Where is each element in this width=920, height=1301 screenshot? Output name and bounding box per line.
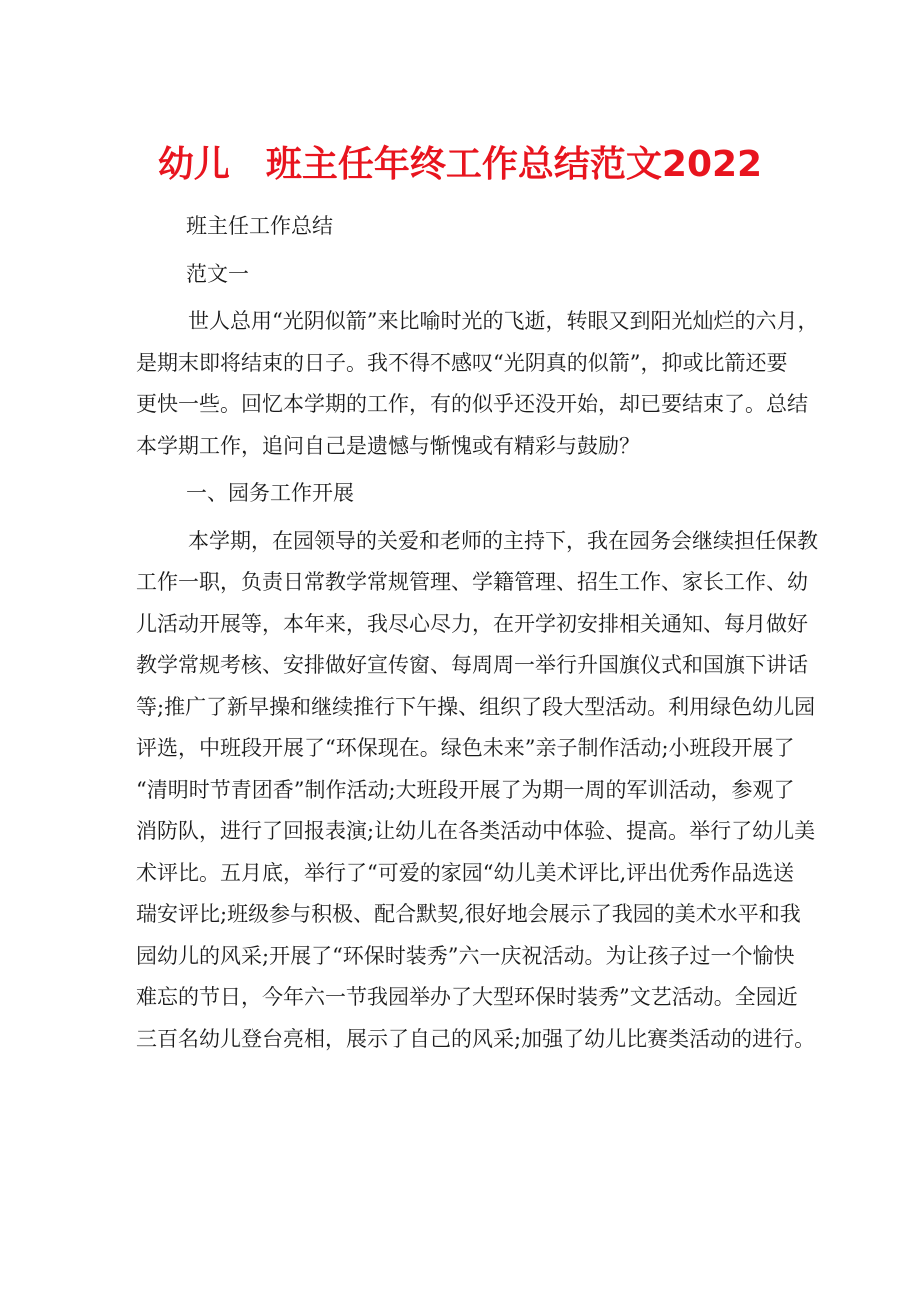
document-title (0, 140, 920, 190)
body-line: 园幼儿的风采;开展了“环保时装秀”六一庆祝活动。为让孩子过一个愉快 (136, 943, 795, 968)
body-line: 术评比。五月底，举行了“可爱的家园“幼儿美术评比,评出优秀作品选送 (136, 860, 795, 885)
intro-line: 本学期工作，追问自己是遗憾与惭愧或有精彩与鼓励？ (136, 433, 640, 458)
document-body (136, 206, 819, 1060)
body-line: 难忘的节日，今年六一节我园举办了大型环保时装秀”文艺活动。全园近 (136, 985, 798, 1009)
intro-paragraph (136, 301, 819, 467)
body-line: 瑞安评比;班级参与积极、配合默契,很好地会展示了我园的美术水平和我 (136, 902, 801, 926)
body-line: 消防队，进行了回报表演;让幼儿在各类活动中体验、提高。举行了幼儿美 (136, 819, 816, 843)
subtitle: 班主任工作总结 (186, 214, 333, 238)
title-part-2: 班主任年终工作总结范文2022 (265, 144, 763, 185)
intro-line: 是期末即将结束的日子。我不得不感叹“光阴真的似箭”，抑或比箭还要 (136, 350, 788, 375)
body-line: 等;推广了新早操和继续推行下午操、组织了段大型活动。利用绿色幼儿园 (136, 694, 816, 719)
title-part-1: 幼儿 (157, 144, 230, 185)
intro-line: 更快一些。回忆本学期的工作，有的似乎还没开始，却已要结束了。总结 (136, 392, 808, 416)
body-line: 本学期，在园领导的关爱和老师的主持下，我在园务会继续担任保教 (188, 528, 818, 553)
body-line: 工作一职，负责日常教学常规管理、学籍管理、招生工作、家长工作、幼 (136, 570, 808, 594)
body-line: 儿活动开展等，本年来，我尽心尽力，在开学初安排相关通知、每月做好 (136, 611, 808, 636)
section-heading-1: 一、园务工作开展 (186, 481, 354, 505)
body-line: 评选，中班段开展了“环保现在。绿色未来”亲子制作活动;小班段开展了 (136, 736, 795, 760)
body-line: 教学常规考核、安排做好宣传窗、每周周一举行升国旗仪式和国旗下讲话 (136, 653, 808, 677)
section-label: 范文一 (186, 261, 249, 286)
body-line: 三百名幼儿登台亮相，展示了自己的风采;加强了幼儿比赛类活动的进行。 (136, 1026, 816, 1051)
intro-line: 世人总用“光阴似箭”来比喻时光的飞逝，转眼又到阳光灿烂的六月， (188, 309, 819, 333)
body-paragraph (136, 521, 818, 1061)
body-line: “清明时节青团香”制作活动;大班段开展了为期一周的军训活动，参观了 (136, 777, 795, 802)
